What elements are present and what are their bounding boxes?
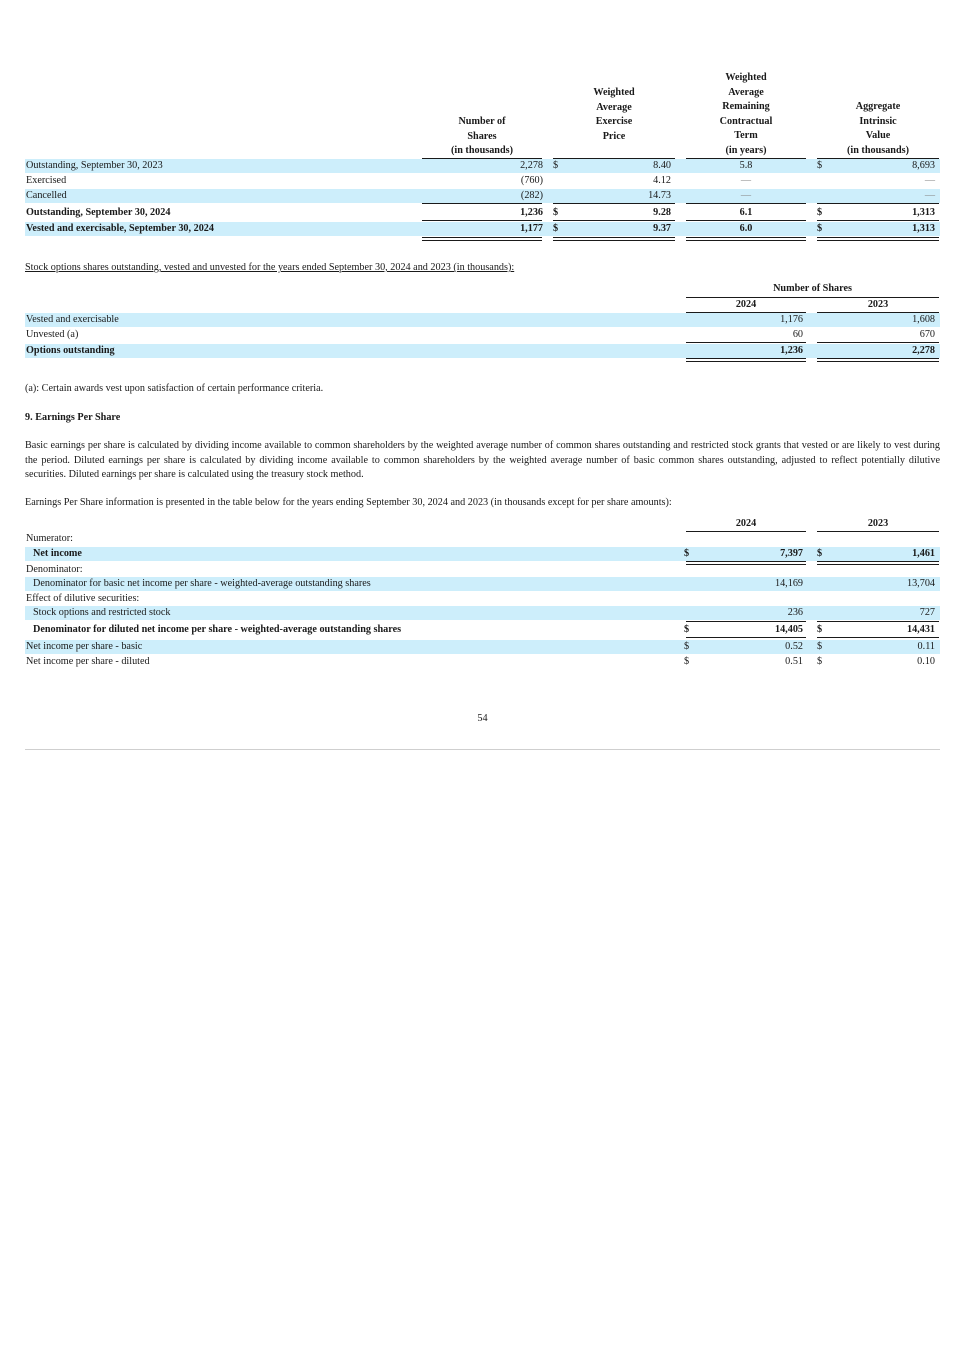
value-2023: 1,608 [912, 314, 935, 325]
intrinsic-value: 1,313 [912, 207, 935, 218]
header-line: Price [602, 130, 626, 142]
value-2024: 1,236 [780, 345, 803, 356]
table-row [25, 206, 940, 220]
value-2023: 0.10 [917, 656, 935, 667]
row-label: Denominator for diluted net income per share - weighted-average outstanding shares [33, 624, 402, 635]
term-value: — [740, 175, 752, 186]
subtotal-rule [817, 621, 939, 622]
value-2024: 7,397 [780, 548, 803, 559]
value-2024: 14,405 [774, 624, 803, 635]
col-2023-header: 2023 [867, 518, 889, 529]
header-aggregate-intrinsic-value [818, 100, 938, 158]
total-double-rule [686, 237, 806, 241]
row-label: Cancelled [26, 190, 67, 201]
table-row [25, 577, 940, 591]
table-row [25, 189, 940, 203]
table-row [25, 344, 940, 358]
value-2023: 670 [919, 329, 935, 340]
header-rule [686, 297, 939, 298]
table-row [25, 547, 940, 561]
eps-paragraph: Basic earnings per share is calculated by dividing income available to common shareholders by the weighted average number of common shares outstanding and restricted stock grants that vested or are likely to vest during the period. Diluted earnings per share is calculated by dividing income available to common shareholders by the weighted average number of basic common shares outstanding, adjusted to reflect potentially dilutive securities. Diluted earnings per share is calculated using the treasury stock method. [25, 440, 940, 481]
total-double-rule [686, 358, 806, 362]
intrinsic-value: — [924, 190, 935, 201]
table-row [25, 174, 940, 188]
header-line: (in thousands) [846, 144, 909, 156]
term-value: 6.0 [739, 223, 753, 234]
value-2024: 0.51 [785, 656, 803, 667]
currency-symbol: $ [817, 548, 823, 559]
table-row [25, 563, 940, 577]
subtotal-rule [553, 220, 675, 221]
currency-symbol: $ [817, 641, 823, 652]
footnote: (a): Certain awards vest upon satisfaction of certain performance criteria. [25, 383, 324, 394]
price-value: 14.73 [648, 190, 671, 201]
price-value: 9.37 [653, 223, 671, 234]
eps-intro: Earnings Per Share information is presented in the table below for the years ending September 30, 2024 and 2023 (in thousands except for per share amounts): [25, 497, 672, 508]
header-line: Average [596, 101, 632, 113]
value-2023: 2,278 [912, 345, 935, 356]
table-row [25, 159, 940, 173]
shares-value: 2,278 [520, 160, 543, 171]
col-2024-header: 2024 [735, 518, 757, 529]
value-2024: 60 [792, 329, 803, 340]
table-row [25, 532, 940, 546]
header-line: Contractual [719, 115, 773, 127]
header-line: Average [728, 86, 764, 98]
price-value: 4.12 [653, 175, 671, 186]
currency-symbol: $ [553, 207, 559, 218]
row-label: Denominator for basic net income per share - weighted-average outstanding shares [33, 578, 371, 589]
row-label: Outstanding, September 30, 2024 [26, 207, 171, 218]
subtotal-rule [686, 220, 806, 221]
page-separator [25, 749, 940, 750]
table-row [25, 313, 940, 327]
currency-symbol: $ [553, 160, 559, 171]
subtotal-rule [686, 621, 806, 622]
subtotal-rule [553, 203, 675, 204]
total-double-rule [553, 237, 675, 241]
header-line: Number of [458, 116, 506, 127]
header-line: Weighted [725, 72, 767, 83]
table-row [25, 606, 940, 620]
value-2023: 0.11 [917, 641, 935, 652]
row-label: Vested and exercisable, September 30, 2024 [26, 223, 214, 234]
value-2024: 1,176 [780, 314, 803, 325]
row-label: Outstanding, September 30, 2023 [26, 160, 163, 171]
currency-symbol: $ [817, 624, 823, 635]
header-line: Exercise [595, 116, 633, 128]
term-value: — [740, 190, 752, 201]
header-line: (in years) [725, 144, 767, 156]
header-line: Shares [467, 130, 497, 142]
header-line: Weighted [593, 87, 635, 98]
row-label: Exercised [26, 175, 67, 186]
row-label: Denominator: [26, 564, 83, 575]
currency-symbol: $ [684, 548, 690, 559]
section-heading: 9. Earnings Per Share [25, 412, 121, 423]
price-value: 9.28 [653, 207, 671, 218]
table-row [25, 592, 940, 606]
header-line: Aggregate [855, 101, 901, 112]
total-double-rule [817, 358, 939, 362]
currency-symbol: $ [684, 624, 690, 635]
value-2023: 1,461 [912, 548, 935, 559]
number-of-shares-header: Number of Shares [773, 283, 852, 294]
table-row [25, 623, 940, 637]
subtotal-rule [422, 220, 542, 221]
row-label: Net income per share - basic [26, 641, 143, 652]
row-label: Numerator: [26, 533, 73, 544]
shares-value: 1,236 [520, 207, 543, 218]
table-row [25, 328, 940, 342]
value-2024: 0.52 [785, 641, 803, 652]
header-line: Remaining [722, 101, 770, 113]
currency-symbol: $ [817, 160, 823, 171]
term-value: 6.1 [739, 207, 753, 218]
row-label: Net income [33, 548, 82, 559]
header-line: Intrinsic [859, 115, 897, 127]
currency-symbol: $ [684, 641, 690, 652]
total-double-rule [817, 237, 939, 241]
header-remaining-contractual-term [686, 71, 806, 159]
vested-section-title: Stock options shares outstanding, vested and unvested for the years ended September 30, 2024 and 2023 (in thousands): [25, 262, 515, 273]
row-label: Net income per share - diluted [26, 656, 150, 667]
header-line: Value [865, 130, 891, 142]
row-label: Stock options and restricted stock [33, 607, 171, 618]
row-label: Vested and exercisable [26, 314, 119, 325]
shares-value: (282) [520, 190, 543, 201]
row-label: Options outstanding [26, 345, 115, 356]
value-2023: 727 [919, 607, 935, 618]
header-number-of-shares [422, 115, 542, 159]
intrinsic-value: 8,693 [912, 160, 935, 171]
shares-value: (760) [520, 175, 543, 186]
col-2024-header: 2024 [735, 299, 757, 310]
currency-symbol: $ [553, 223, 559, 234]
subtotal-rule [817, 342, 939, 343]
page-number: 54 [477, 713, 488, 724]
header-line: (in thousands) [450, 145, 513, 157]
term-value: 5.8 [739, 160, 753, 171]
subtotal-rule [817, 203, 939, 204]
table-row [25, 222, 940, 236]
header-weighted-average-exercise-price [554, 86, 674, 144]
currency-symbol: $ [817, 223, 823, 234]
subtotal-rule [686, 203, 806, 204]
table-row [25, 655, 940, 669]
subtotal-rule [686, 342, 806, 343]
row-label: Effect of dilutive securities: [26, 593, 140, 604]
subtotal-rule [817, 220, 939, 221]
header-line: Term [734, 130, 758, 142]
currency-symbol: $ [684, 656, 690, 667]
total-double-rule [422, 237, 542, 241]
currency-symbol: $ [817, 207, 823, 218]
subtotal-rule [422, 203, 542, 204]
shares-value: 1,177 [520, 223, 543, 234]
value-2024: 236 [787, 607, 803, 618]
row-label: Unvested (a) [26, 329, 79, 340]
table-row [25, 640, 940, 654]
value-2024: 14,169 [774, 578, 803, 589]
value-2023: 14,431 [906, 624, 935, 635]
value-2023: 13,704 [906, 578, 935, 589]
price-value: 8.40 [653, 160, 671, 171]
intrinsic-value: 1,313 [912, 223, 935, 234]
intrinsic-value: — [924, 175, 935, 186]
col-2023-header: 2023 [867, 299, 889, 310]
currency-symbol: $ [817, 656, 823, 667]
